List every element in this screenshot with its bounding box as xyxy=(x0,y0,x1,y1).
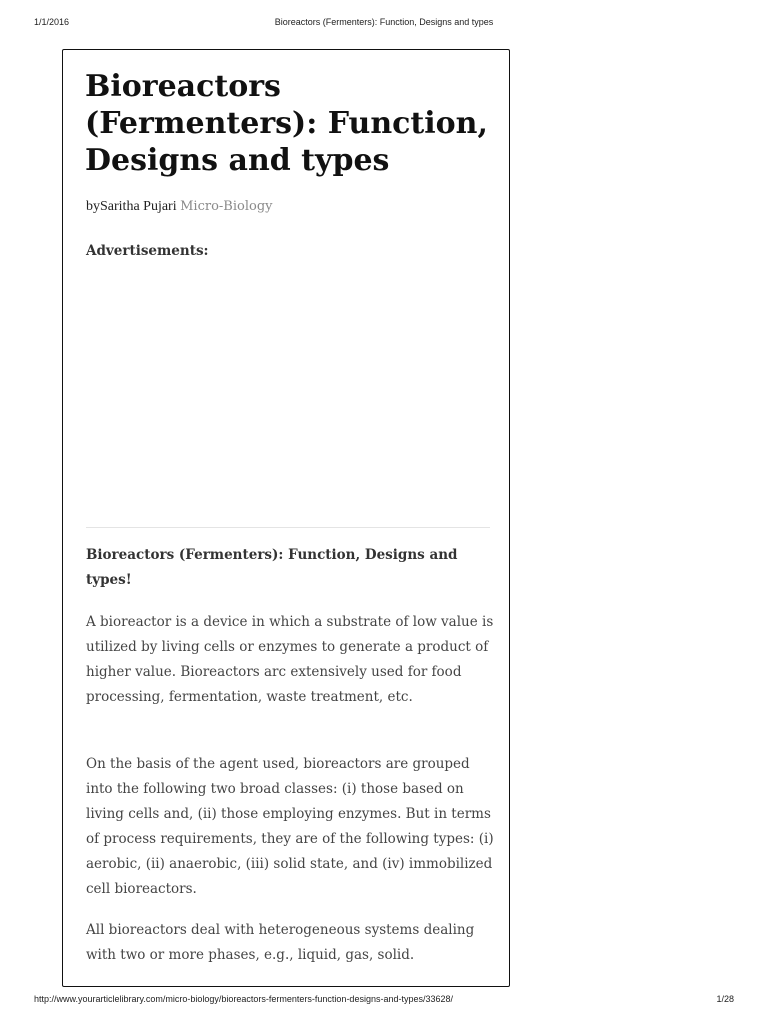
lead-paragraph: Bioreactors (Fermenters): Function, Designs and types! xyxy=(86,547,458,588)
paragraph-2: On the basis of the agent used, bioreactors are grouped into the following two broad classes: (i) those based on living cells and, (ii) those employing enzymes. But in terms of process requirements, they are of the following types: (i) aerobic, (ii) anaerobic, (iii) solid state, and (iv) immobilized cell bioreactors. xyxy=(86,756,494,897)
category-link[interactable]: Micro-Biology xyxy=(180,199,273,214)
print-url: http://www.yourarticlelibrary.com/micro-biology/bioreactors-fermenters-function-designs-and-types/33628/ xyxy=(34,994,454,1004)
page-number: 1/28 xyxy=(716,994,734,1004)
divider xyxy=(86,527,490,528)
print-page-title: Bioreactors (Fermenters): Function, Designs and types xyxy=(274,17,494,27)
author-name[interactable]: Saritha Pujari xyxy=(100,199,177,214)
paragraph-3: All bioreactors deal with heterogeneous systems dealing with two or more phases, e.g., liquid, gas, solid. xyxy=(86,922,475,963)
advertisements-label: Advertisements: xyxy=(86,243,209,259)
byline-prefix: by xyxy=(86,199,100,214)
print-date: 1/1/2016 xyxy=(34,17,70,27)
paragraph-1: A bioreactor is a device in which a substrate of low value is utilized by living cells or enzymes to generate a product of higher value. Bioreactors arc extensively used for food processing, fermentation, waste treatment, etc. xyxy=(86,614,494,705)
article-title: Bioreactors (Fermenters): Function, Designs and types xyxy=(85,69,488,178)
print-header xyxy=(0,17,768,31)
byline xyxy=(86,199,272,215)
